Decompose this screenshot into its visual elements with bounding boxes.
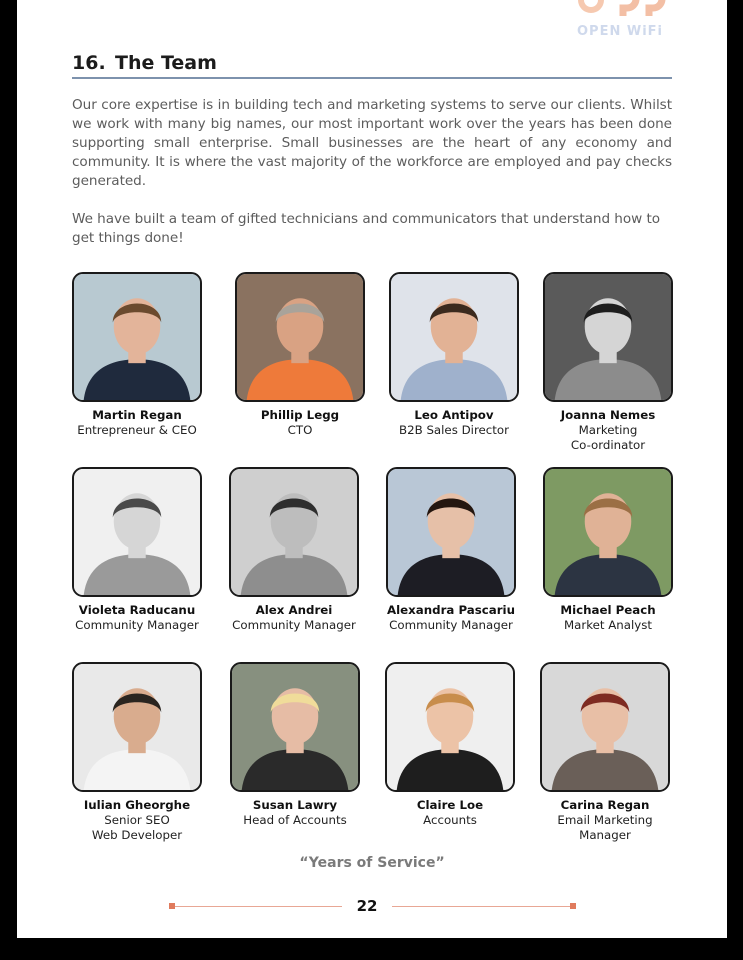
section-heading [72,52,672,74]
section-number: 16. [72,52,106,74]
team-member-card [235,272,365,438]
portrait-icon [387,664,513,790]
team-member-card [540,662,670,843]
member-photo [543,272,673,402]
portrait-icon [231,469,357,595]
member-role: Senior SEO Web Developer [91,813,183,842]
member-name: Violeta Raducanu [78,603,196,617]
footer-dot-left [169,903,175,909]
member-role: Community Manager [389,618,513,632]
member-role: B2B Sales Director [399,423,509,437]
member-photo [389,272,519,402]
member-photo [543,467,673,597]
member-role: Entrepreneur & CEO [77,423,197,437]
portrait-icon [237,274,363,400]
member-name: Alex Andrei [255,603,333,617]
member-photo [386,467,516,597]
member-role: Marketing Co-ordinator [570,423,646,452]
section-title: The Team [115,52,217,74]
member-photo [230,662,360,792]
member-name: Michael Peach [560,603,656,617]
team-member-card [389,272,519,438]
portrait-icon [391,274,517,400]
portrait-icon [388,469,514,595]
member-name: Susan Lawry [252,798,338,812]
page-number: 22 [356,897,378,915]
member-role: Community Manager [75,618,199,632]
logo-mark-icon [575,0,670,16]
member-role: Head of Accounts [243,813,347,827]
portrait-icon [542,664,668,790]
member-name: Joanna Nemes [560,408,656,422]
heading-divider [72,77,672,79]
member-role: CTO [287,423,313,437]
portrait-icon [74,274,200,400]
portrait-icon [545,469,671,595]
member-photo [540,662,670,792]
team-member-card [72,272,202,438]
team-member-card [230,662,360,828]
member-photo [385,662,515,792]
team-member-card [543,272,673,453]
portrait-icon [74,664,200,790]
portrait-icon [232,664,358,790]
footer-dot-right [570,903,576,909]
portrait-icon [545,274,671,400]
member-name: Alexandra Pascariu [387,603,515,617]
member-photo [72,467,202,597]
footer-line-left [172,906,342,907]
member-photo [229,467,359,597]
team-paragraph: We have built a team of gifted technicians and communicators that understand how to get things done! [72,211,661,246]
years-of-service-quote: “Years of Service” [299,855,445,871]
logo-wordmark: OPEN WiFi [577,24,663,39]
member-name: Leo Antipov [414,408,494,422]
member-name: Phillip Legg [260,408,340,422]
footer-line-right [392,906,572,907]
document-page [17,0,727,938]
team-member-card [386,467,516,633]
member-role: Market Analyst [563,618,653,632]
team-member-card [72,467,202,633]
member-role: Community Manager [232,618,356,632]
portrait-icon [74,469,200,595]
member-name: Iulian Gheorghe [83,798,191,812]
team-member-card [72,662,202,843]
member-name: Martin Regan [92,408,182,422]
member-photo [235,272,365,402]
team-member-card [385,662,515,828]
open-wifi-logo [575,0,675,40]
team-member-card [543,467,673,633]
member-role: Email Marketing Manager [557,813,653,842]
member-photo [72,272,202,402]
member-role: Accounts [423,813,477,827]
member-name: Carina Regan [560,798,650,812]
intro-paragraph: Our core expertise is in building tech and marketing systems to serve our clients. Whilst we work with many big names, our most important work over the years has been done supporting small enterprise. Small businesses are the heart of any economy and community. It is where the vast majority of the workforce are employed and pay checks generated. [72,97,672,189]
team-member-card [229,467,359,633]
member-name: Claire Loe [416,798,484,812]
member-photo [72,662,202,792]
